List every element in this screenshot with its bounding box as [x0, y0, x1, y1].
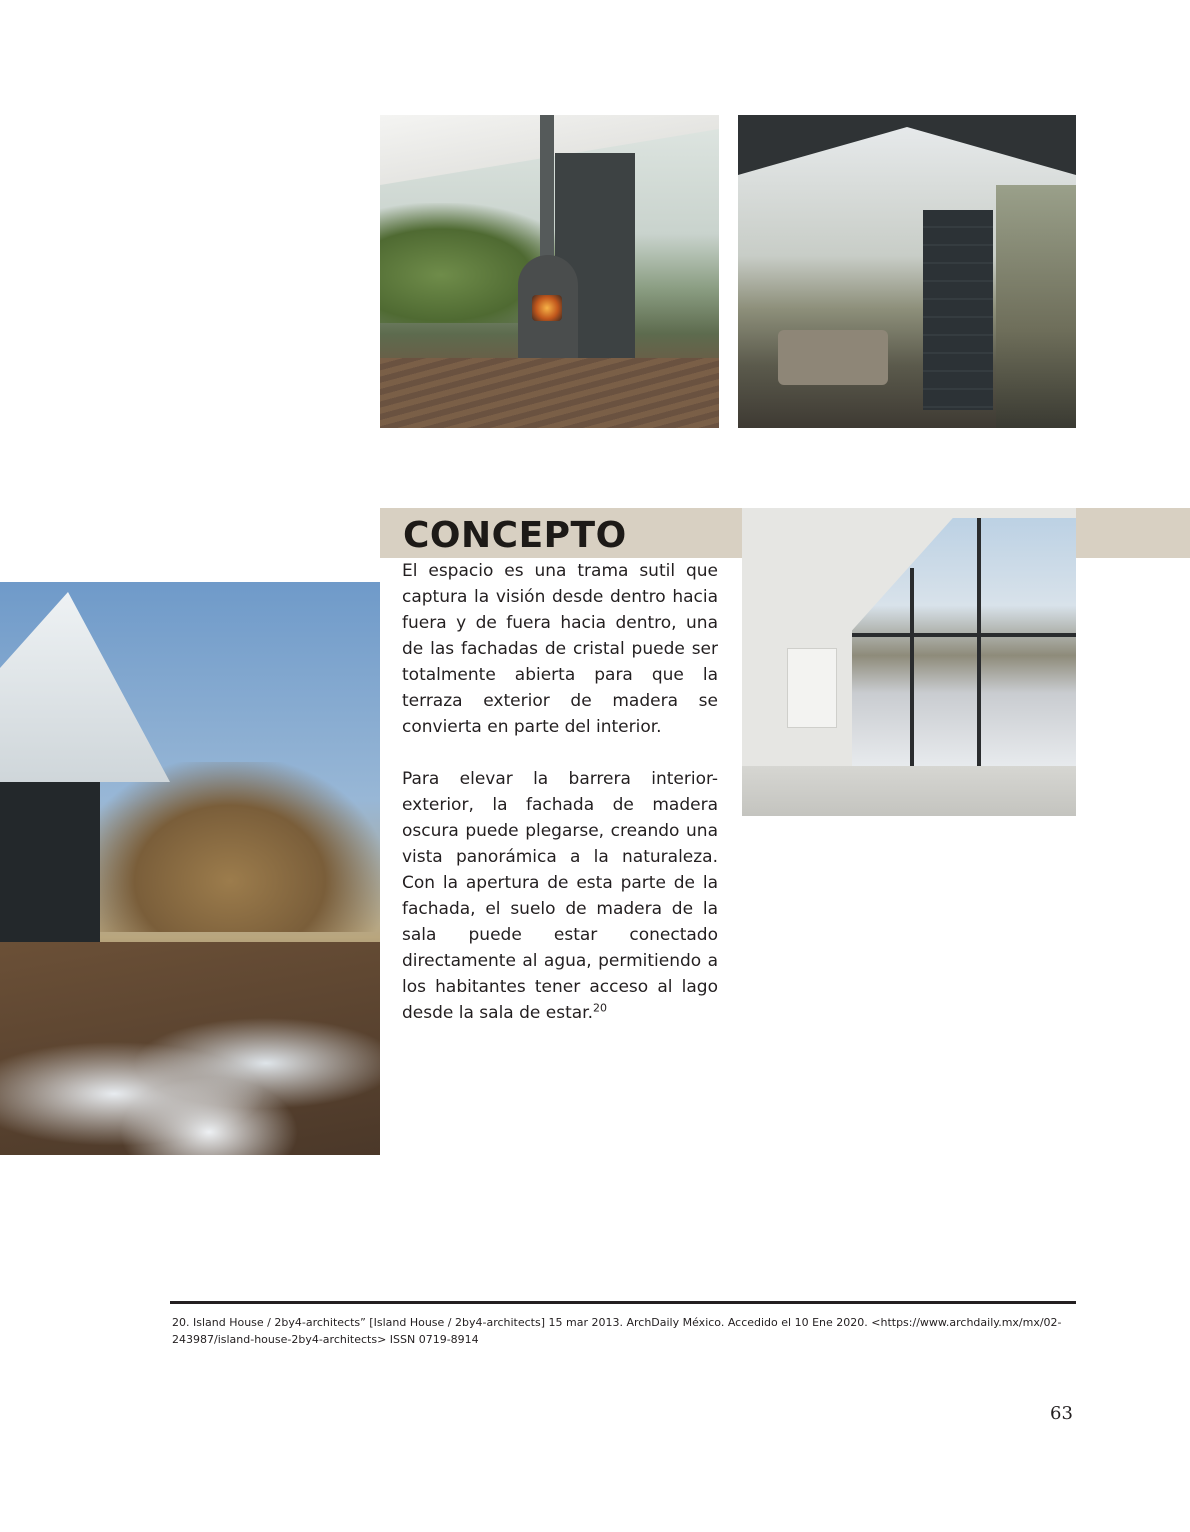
heading-band-extension: [1076, 508, 1190, 558]
footnote-text: 20. Island House / 2by4-architects” [Island House / 2by4-architects] 15 mar 2013. ArchDaily México. Accedido el 10 Ene 2020. <https://www.archdaily.mx/mx/02-243987/island-house-2by4-architects> ISSN 0719-8914: [172, 1316, 1062, 1346]
footnote-divider: [170, 1301, 1076, 1304]
photo-interior-corner-window: [742, 508, 1076, 816]
body-paragraph-2: [402, 766, 718, 1026]
page-number: 63: [1050, 1403, 1073, 1424]
footnote-reference: 20: [593, 1001, 608, 1015]
photo-interior-gable: [738, 115, 1076, 428]
body-paragraph-2-text: Para elevar la barrera interior-exterior, la fachada de madera oscura puede plegarse, creando una vista panorámica a la naturaleza. Con la apertura de esta parte de la fachada, el suelo de madera de la sala puede estar conectado directamente al agua, permitiendo a los habitantes tener acceso al lago desde la sala de estar.: [402, 769, 718, 1023]
body-paragraph-1: El espacio es una trama sutil que captura la visión desde dentro hacia fuera y de fuera hacia dentro, una de las fachadas de cristal puede ser totalmente abierta para que la terraza exterior de madera se convierta en parte del interior.: [402, 561, 718, 737]
photo-exterior-winter: [0, 582, 380, 1155]
photo-interior-stove: [380, 115, 719, 428]
section-heading: CONCEPTO: [403, 515, 627, 556]
